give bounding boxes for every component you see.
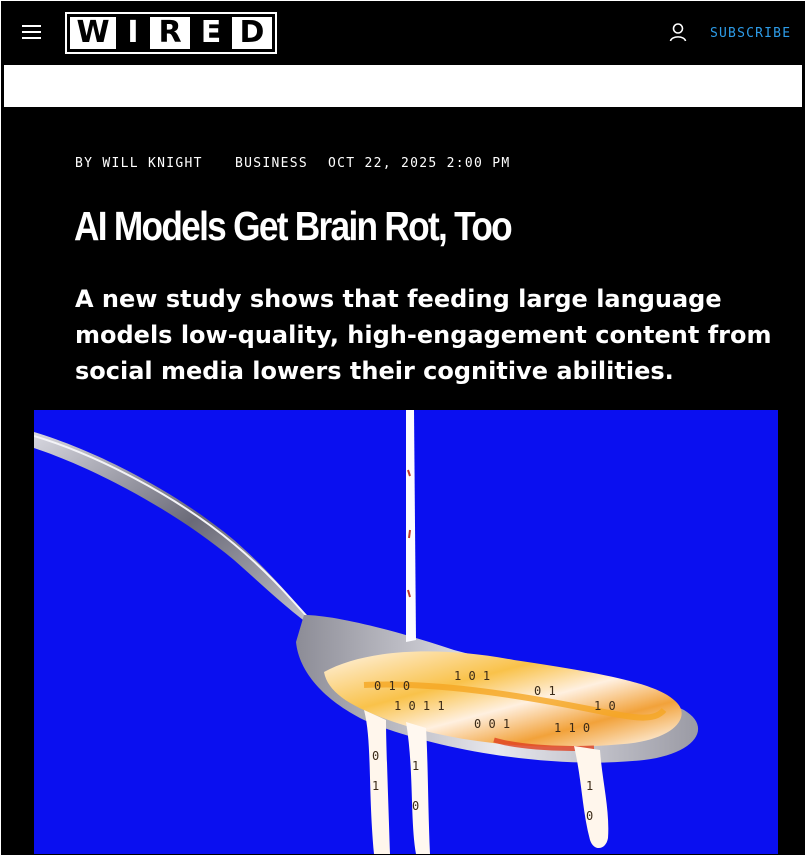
svg-text:1 0: 1 0 [594,699,616,713]
site-header [2,2,804,64]
svg-text:0: 0 [372,749,380,763]
svg-text:1: 1 [586,779,594,793]
logo-letter-w: W [70,17,116,49]
article-dek: A new study shows that feeding large language models low-quality, high-engagement content from social media lowers their cognitive abilities. [75,285,772,385]
article-meta [75,156,511,171]
wired-logo[interactable] [65,12,277,54]
page-frame [1,1,805,855]
spoon-illustration [34,410,778,854]
svg-text:0 1 0: 0 1 0 [374,679,411,693]
subscribe-link[interactable]: SUBSCRIBE [710,26,792,41]
author-link[interactable]: BY WILL KNIGHT [75,156,203,171]
hamburger-menu-icon[interactable] [22,22,42,40]
hero-image [34,410,778,854]
logo-letter-i: I [119,17,147,49]
article-headline: AI Models Get Brain Rot, Too [74,203,512,249]
publish-date: OCT 22, 2025 2:00 PM [328,156,511,171]
svg-text:0 0 1: 0 0 1 [474,717,511,731]
svg-text:1 0 1 1: 1 0 1 1 [394,699,445,713]
logo-letter-d: D [232,17,272,49]
svg-text:1: 1 [372,779,380,793]
logo-letter-e: E [193,17,229,49]
user-icon[interactable] [668,22,688,42]
logo-letter-r: R [150,17,190,49]
svg-text:0: 0 [412,799,420,813]
svg-text:1 1 0: 1 1 0 [554,721,591,735]
svg-text:1 0 1: 1 0 1 [454,669,491,683]
svg-text:0: 0 [586,809,594,823]
ad-banner-slot [4,65,802,107]
category-link[interactable]: BUSINESS [235,156,309,171]
svg-text:0 1: 0 1 [534,684,556,698]
svg-text:1: 1 [412,759,420,773]
